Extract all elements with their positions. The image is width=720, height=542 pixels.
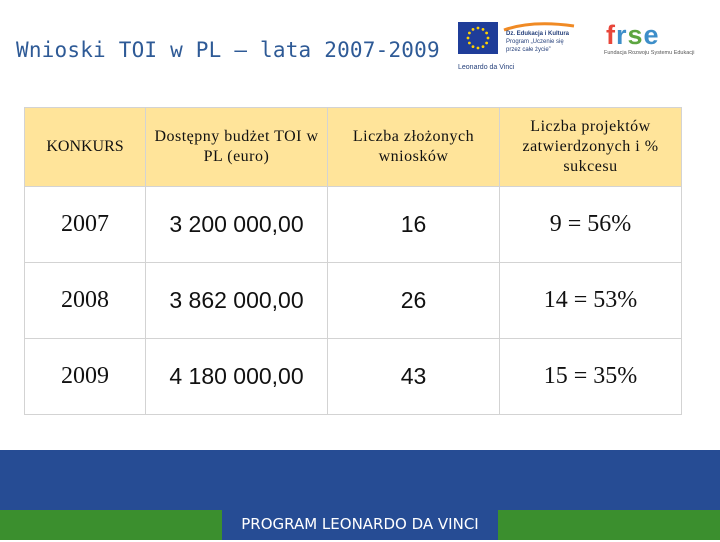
cell-applications: 16 (328, 187, 500, 263)
frse-letter-s: s (627, 20, 644, 50)
footer-blue-band (0, 450, 720, 510)
frse-logo-letters (606, 20, 660, 50)
table-row (25, 339, 682, 415)
table-header-row (25, 108, 682, 187)
header-applications: Liczba złożonych wniosków (328, 108, 500, 187)
eu-logo-subtitle: Leonardo da Vinci (458, 64, 515, 71)
footer-program-label: PROGRAM LEONARDO DA VINCI (222, 506, 498, 540)
table-row (25, 263, 682, 339)
cell-approved: 15 = 35% (500, 339, 682, 415)
cell-budget: 3 200 000,00 (146, 187, 328, 263)
cell-applications: 26 (328, 263, 500, 339)
header-konkurs: KONKURS (25, 108, 146, 187)
header-budget: Dostępny budżet TOI w PL (euro) (146, 108, 328, 187)
cell-budget: 4 180 000,00 (146, 339, 328, 415)
cell-year: 2008 (25, 263, 146, 339)
slide-title: Wnioski TOI w PL – lata 2007-2009 (16, 38, 440, 62)
cell-year: 2007 (25, 187, 146, 263)
applications-table (24, 107, 682, 415)
frse-logo-subtitle: Fundacja Rozwoju Systemu Edukacji (604, 50, 695, 56)
frse-letter-r: r (616, 20, 628, 50)
cell-year: 2009 (25, 339, 146, 415)
header-approved: Liczba projektów zatwierdzonych i % sukcesu (500, 108, 682, 187)
eu-logo-text (506, 30, 576, 54)
frse-logo (604, 20, 704, 64)
table-row (25, 187, 682, 263)
cell-approved: 14 = 53% (500, 263, 682, 339)
frse-letter-e: e (643, 20, 660, 50)
cell-budget: 3 862 000,00 (146, 263, 328, 339)
cell-approved: 9 = 56% (500, 187, 682, 263)
eu-llp-logo (458, 22, 576, 80)
eu-text-line-1: Dz. Edukacja i Kultura (506, 31, 570, 37)
cell-applications: 43 (328, 339, 500, 415)
eu-text-line-2: Program „Uczenie się przez całe życie” (506, 39, 564, 53)
frse-letter-f: f (606, 20, 616, 50)
eu-flag-icon (458, 22, 498, 54)
